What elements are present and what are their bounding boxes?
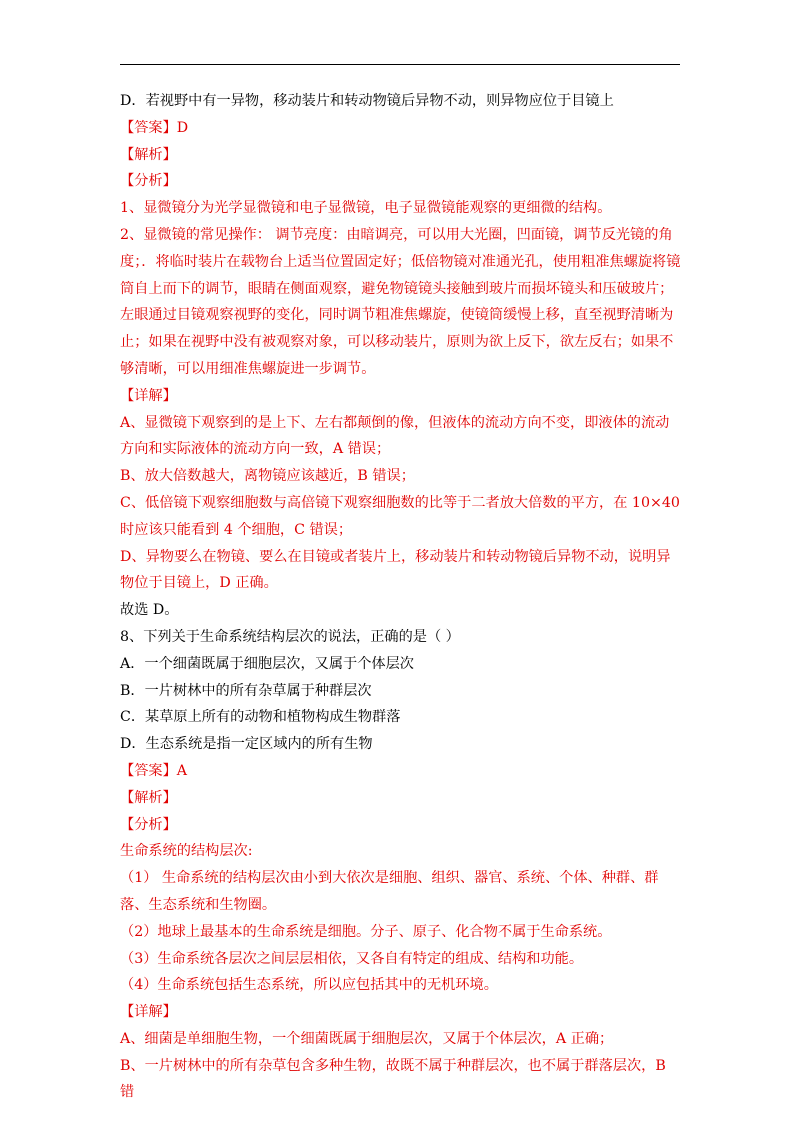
header-rule xyxy=(120,64,680,65)
q8-detail-b: B、一片树林中的所有杂草包含多种生物，故既不属于种群层次，也不属于群落层次，B 错 xyxy=(120,1057,666,1101)
answer-tag: 【答案】 xyxy=(120,762,177,779)
q8-jiexi-heading: 【解析】 xyxy=(120,789,177,806)
q7-answer xyxy=(120,115,682,142)
page-content xyxy=(120,88,682,1106)
q8-option-d: D．生态系统是指一定区域内的所有生物 xyxy=(120,736,373,753)
answer-value: D xyxy=(176,119,189,136)
q7-detail-c: C、低倍镜下观察细胞数与高倍镜下观察细胞数的比等于二者放大倍数的平方，在 10×40 时应该只能看到 4 个细胞，C 错误； xyxy=(120,494,680,538)
q8-analysis-1: （1） 生命系统的结构层次由小到大依次是细胞、组织、器官、系统、个体、种群、群落、生态系统和生物圈。 xyxy=(120,870,659,913)
q8-option-c: C．某草原上所有的动物和植物构成生物群落 xyxy=(120,709,401,726)
q8-fenxi-heading: 【分析】 xyxy=(120,816,177,833)
q8-option-a: A．一个细菌既属于细胞层次，又属于个体层次 xyxy=(120,655,414,672)
q7-xiangjie-heading: 【详解】 xyxy=(120,387,177,404)
q7-fenxi-heading: 【分析】 xyxy=(120,173,177,190)
q8-analysis-2: （2）地球上最基本的生命系统是细胞。分子、原子、化合物不属于生命系统。 xyxy=(120,923,612,940)
q7-analysis-2: 2、显微镜的常见操作： 调节亮度：由暗调亮，可以用大光圈，凹面镜，调节反光镜的角度；．将临时装片在载物台上适当位置固定好；低倍物镜对准通光孔，使用粗准焦螺旋将镜筒自上而下的调节，眼睛在侧面观察，避免物镜镜头接触到玻片而损坏镜头和压破玻片；左眼通过目镜观察视野的变化，同时调节粗准焦螺旋，使镜筒缓慢上移，直至视野清晰为止；如果在视野中没有被观察对象，可以移动装片，原则为欲上反下，欲左反右；如果不够清晰，可以用细准焦螺旋进一步调节。 xyxy=(120,226,681,377)
q7-option-d: D．若视野中有一异物，移动装片和转动物镜后异物不动，则异物应位于目镜上 xyxy=(120,93,614,109)
answer-tag: 【答案】 xyxy=(120,119,177,136)
q8-option-b: B．一片树林中的所有杂草属于种群层次 xyxy=(120,682,372,699)
q7-jiexi-heading: 【解析】 xyxy=(120,146,177,163)
q7-detail-b: B、放大倍数越大，离物镜应该越近，B 错误； xyxy=(120,468,415,485)
q8-detail-a: A、细菌是单细胞生物，一个细菌既属于细胞层次，又属于个体层次，A 正确； xyxy=(120,1030,614,1047)
answer-value: A xyxy=(176,762,188,779)
q8-analysis-3: （3）生命系统各层次之间层层相依，又各自有特定的组成、结构和功能。 xyxy=(120,950,584,967)
q8-analysis-4: （4）生命系统包括生态系统，所以应包括其中的无机环境。 xyxy=(120,977,498,994)
q8-xiangjie-heading: 【详解】 xyxy=(120,1004,177,1021)
q8-analysis-title: 生命系统的结构层次: xyxy=(120,843,253,860)
q8-answer xyxy=(120,758,682,785)
q7-detail-a: A、显微镜下观察到的是上下、左右都颠倒的像，但液体的流动方向不变，即液体的流动方向和实际液体的流动方向一致，A 错误； xyxy=(120,414,670,458)
q7-analysis-1: 1、显微镜分为光学显微镜和电子显微镜，电子显微镜能观察的更细微的结构。 xyxy=(120,200,612,217)
q7-detail-d: D、异物要么在物镜、要么在目镜或者装片上，移动装片和转动物镜后异物不动，说明异物位于目镜上，D 正确。 xyxy=(120,548,671,592)
q7-conclusion: 故选 D。 xyxy=(120,602,179,619)
q8-stem: 8、下列关于生命系统结构层次的说法，正确的是（ ） xyxy=(120,628,460,645)
